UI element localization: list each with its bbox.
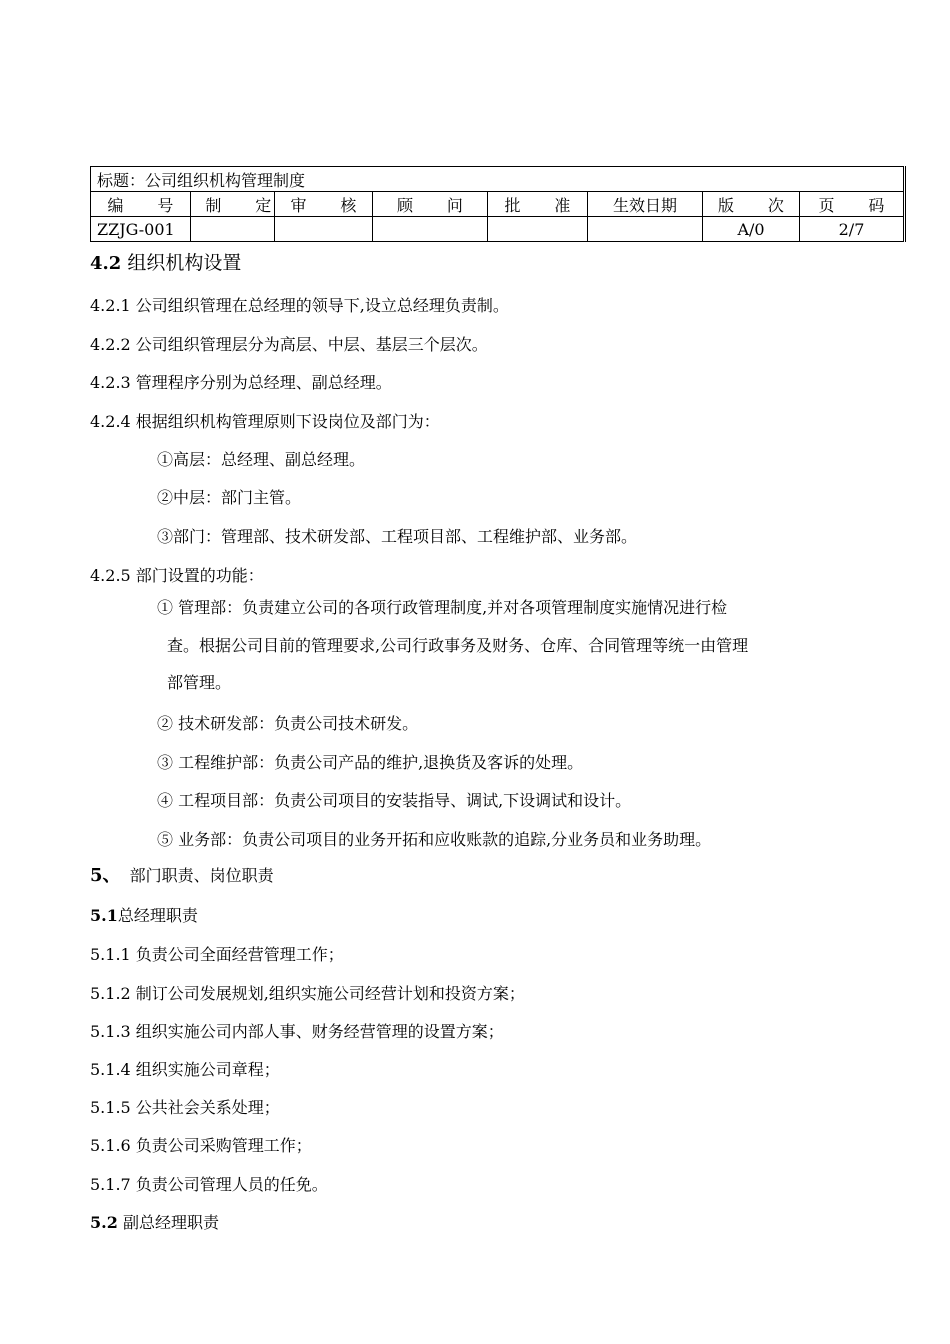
function-admin-line-3: 部管理。 — [167, 673, 232, 692]
function-rnd: ② 技术研发部：负责公司技术研发。 — [157, 714, 419, 733]
duty-5-1-6: 5.1.6 负责公司采购管理工作； — [90, 1136, 312, 1155]
function-projects: ④ 工程项目部：负责公司项目的安装指导、调试,下设调试和设计。 — [157, 791, 632, 810]
header-col-number: 编 号 — [91, 192, 191, 217]
section-4-2-number: 4.2 — [90, 253, 122, 274]
header-col-advisor: 顾 问 — [373, 192, 488, 217]
paragraph-4-2-4: 4.2.4 根据组织机构管理原则下设岗位及部门为： — [90, 412, 440, 431]
header-val-version: A/0 — [703, 217, 800, 242]
duty-5-1-3: 5.1.3 组织实施公司内部人事、财务经营管理的设置方案； — [90, 1022, 504, 1041]
section-4-2-heading — [90, 253, 241, 274]
header-val-review — [275, 217, 373, 242]
paragraph-4-2-1: 4.2.1 公司组织管理在总经理的领导下,设立总经理负责制。 — [90, 296, 509, 315]
header-col-review: 审 核 — [275, 192, 373, 217]
duty-5-1-7: 5.1.7 负责公司管理人员的任免。 — [90, 1175, 328, 1194]
list-item-high-level: ①高层：总经理、副总经理。 — [157, 450, 366, 469]
document-header-table — [90, 166, 906, 242]
duty-5-1-5: 5.1.5 公共社会关系处理； — [90, 1098, 280, 1117]
header-val-author — [191, 217, 275, 242]
list-item-mid-level: ②中层：部门主管。 — [157, 488, 302, 507]
section-5-title: 部门职责、岗位职责 — [129, 866, 274, 885]
paragraph-4-2-5: 4.2.5 部门设置的功能： — [90, 566, 264, 585]
header-val-approve — [488, 217, 588, 242]
function-maintenance: ③ 工程维护部：负责公司产品的维护,退换货及客诉的处理。 — [157, 753, 584, 772]
function-admin-line-1: ① 管理部：负责建立公司的各项行政管理制度,并对各项管理制度实施情况进行检 — [157, 598, 728, 617]
section-5-2-heading — [90, 1213, 219, 1233]
paragraph-4-2-2: 4.2.2 公司组织管理层分为高层、中层、基层三个层次。 — [90, 335, 488, 354]
section-4-2-title: 组织机构设置 — [127, 252, 242, 274]
header-col-page: 页 码 — [800, 192, 905, 217]
header-val-advisor — [373, 217, 488, 242]
header-col-author: 制 定 — [191, 192, 275, 217]
duty-5-1-2: 5.1.2 制订公司发展规划,组织实施公司经营计划和投资方案； — [90, 984, 525, 1003]
section-5-heading — [90, 866, 274, 886]
section-5-1-title: 总经理职责 — [117, 906, 198, 925]
header-val-number: ZZJG-001 — [91, 217, 191, 242]
section-5-1-number: 5.1 — [90, 906, 118, 925]
header-col-version: 版 次 — [703, 192, 800, 217]
function-admin-line-2: 查。根据公司目前的管理要求,公司行政事务及财务、仓库、合同管理等统一由管理 — [167, 636, 749, 655]
duty-5-1-4: 5.1.4 组织实施公司章程； — [90, 1060, 280, 1079]
duty-5-1-1: 5.1.1 负责公司全面经营管理工作； — [90, 945, 344, 964]
header-col-effective-date: 生效日期 — [588, 192, 703, 217]
paragraph-4-2-3: 4.2.3 管理程序分别为总经理、副总经理。 — [90, 373, 392, 392]
header-val-page: 2/7 — [800, 217, 905, 242]
function-business: ⑤ 业务部：负责公司项目的业务开拓和应收账款的追踪,分业务员和业务助理。 — [157, 830, 712, 849]
section-5-2-title: 副总经理职责 — [122, 1213, 219, 1232]
section-5-2-number: 5.2 — [90, 1213, 118, 1232]
section-5-number: 5、 — [90, 865, 121, 886]
section-5-1-heading — [90, 906, 198, 926]
header-val-effective-date — [588, 217, 703, 242]
header-title: 标题：公司组织机构管理制度 — [91, 167, 905, 192]
list-item-departments: ③部门：管理部、技术研发部、工程项目部、工程维护部、业务部。 — [157, 527, 638, 546]
header-col-approve: 批 准 — [488, 192, 588, 217]
